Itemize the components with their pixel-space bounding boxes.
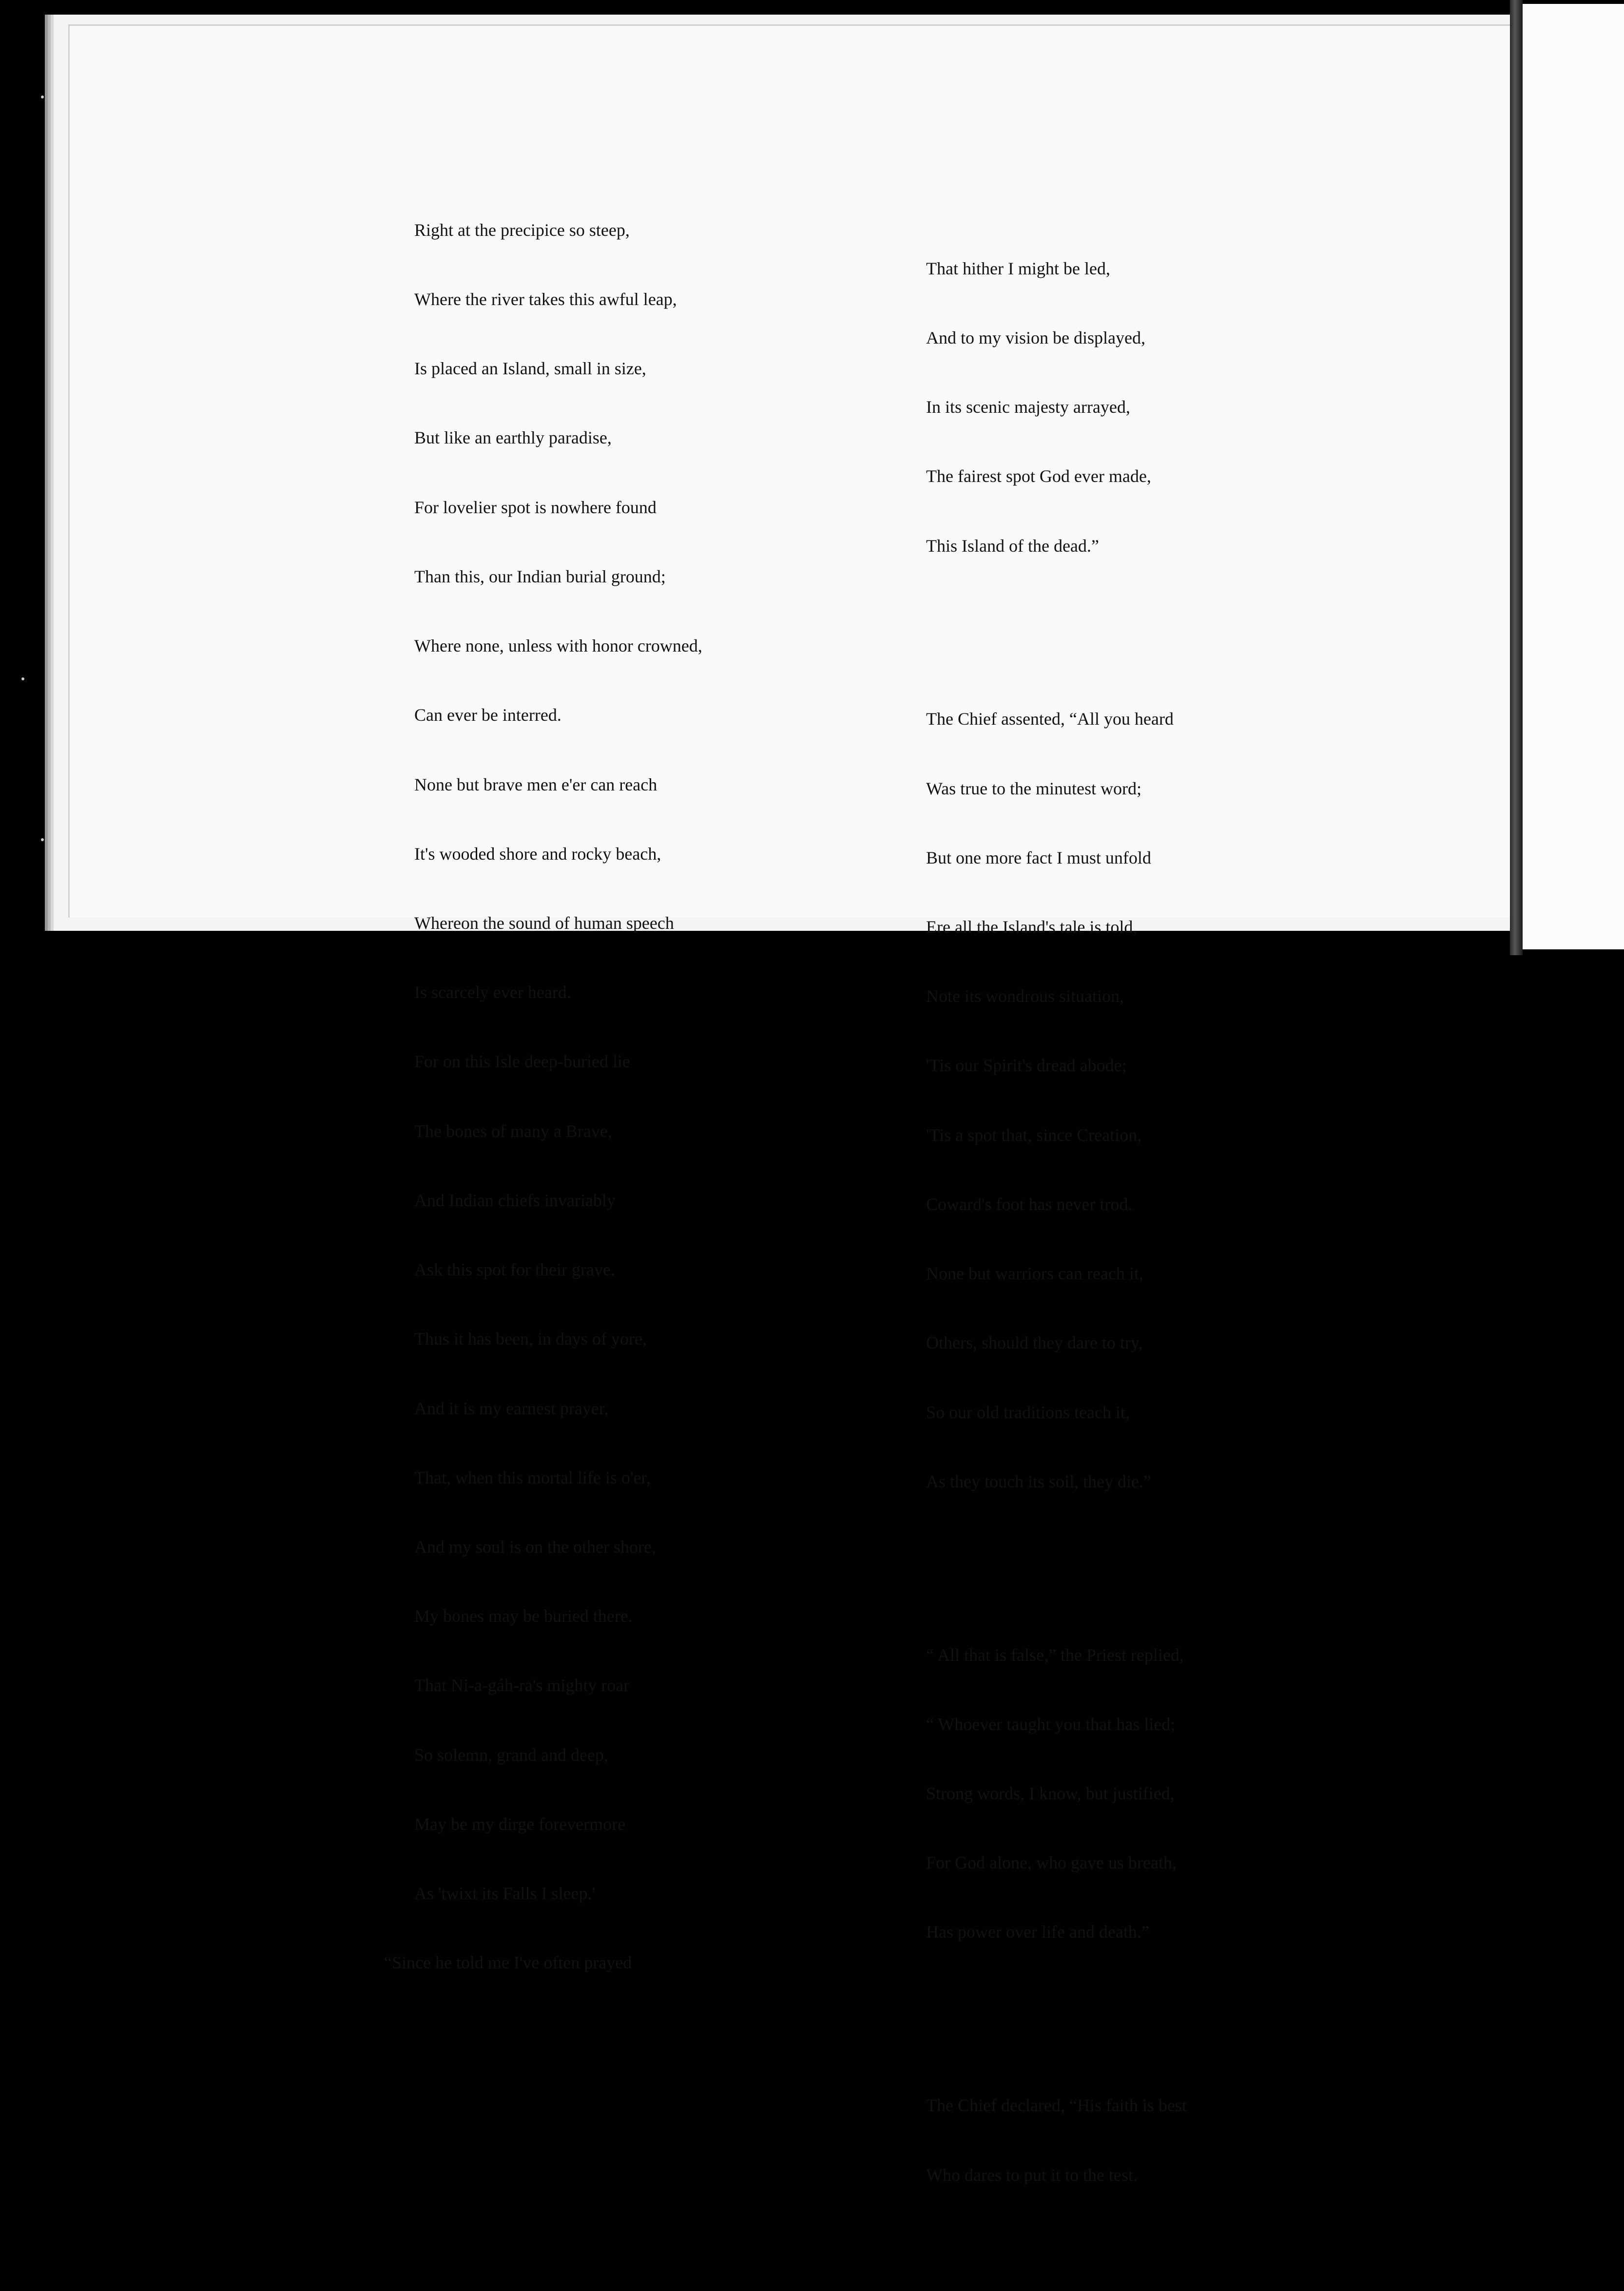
poem-line: The Chief declared, “His faith is best	[926, 2096, 1187, 2116]
poem-line: “ All that is false,” the Priest replied,	[926, 1645, 1184, 1665]
poem-line: Coward's foot has never trod.	[926, 1194, 1133, 1214]
poem-line: None but brave men e'er can reach	[414, 774, 657, 794]
poem-line: Note its wondrous situation,	[926, 986, 1124, 1006]
poem-left-column	[384, 173, 702, 2021]
book-gutter	[1510, 0, 1523, 955]
poem-line: Where the river takes this awful leap,	[414, 289, 677, 309]
poem-line: Whereon the sound of human speech	[414, 913, 674, 933]
poem-line: “ Whoever taught you that has lied;	[926, 1714, 1176, 1734]
poem-line: And Indian chiefs invariably	[414, 1190, 616, 1210]
scan-dust-speck	[21, 677, 24, 680]
poem-line: Has power over life and death.”	[926, 1922, 1149, 1942]
poem-line: Right at the precipice so steep,	[414, 220, 630, 240]
scan-dust-speck	[41, 838, 44, 841]
poem-line: 'Tis a spot that, since Creation,	[926, 1125, 1142, 1145]
poem-line: Than this, our Indian burial ground;	[414, 566, 666, 586]
book-page	[68, 24, 1510, 918]
poem-line: None but warriors can reach it,	[926, 1264, 1143, 1284]
poem-line: The bones of many a Brave,	[414, 1121, 612, 1141]
poem-line: That hither I might be led,	[926, 258, 1110, 278]
poem-line: Others, should they dare to try,	[926, 1333, 1143, 1353]
poem-line: Who dares to put it to the test.	[926, 2165, 1138, 2185]
stanza	[926, 1598, 1187, 1990]
poem-line: 'Tis our Spirit's dread abode;	[926, 1056, 1127, 1076]
poem-line: And to my vision be displayed,	[926, 327, 1145, 347]
facing-page-edge	[1523, 4, 1624, 949]
poem-line: The fairest spot God ever made,	[926, 466, 1151, 486]
poem-line: For on this Isle deep-buried lie	[414, 1052, 630, 1072]
poem-line: “Since he told me I've often prayed	[384, 1953, 632, 1973]
poem-line: Is scarcely ever heard.	[414, 982, 571, 1002]
poem-line: It's wooded shore and rocky beach,	[414, 844, 661, 864]
poem-line: But like an earthly paradise,	[414, 428, 612, 448]
poem-line: And it is my earnest prayer,	[414, 1398, 609, 1418]
poem-line: The Chief assented, “All you heard	[926, 709, 1174, 729]
poem-line: That Ni-a-gáh-ra's mighty roar	[414, 1675, 630, 1695]
poem-right-column	[926, 165, 1187, 2291]
poem-line: Is placed an Island, small in size,	[414, 359, 646, 379]
poem-line: So solemn, grand and deep,	[414, 1745, 608, 1765]
poem-line: For lovelier spot is nowhere found	[414, 497, 657, 517]
poem-line: Can ever be interred.	[414, 705, 561, 725]
stanza	[926, 662, 1187, 1540]
poem-line: My bones may be buried there.	[414, 1606, 633, 1626]
poem-line: Ask this spot for their grave.	[414, 1260, 615, 1280]
scan-dust-speck	[41, 96, 44, 98]
poem-line: Thus it has been, in days of yore,	[414, 1329, 647, 1349]
poem-line: That, when this mortal life is o'er,	[414, 1467, 651, 1487]
poem-line: But one more fact I must unfold	[926, 847, 1151, 867]
poem-line: As 'twixt its Falls I sleep.'	[414, 1884, 595, 1904]
poem-line: And my soul is on the other shore,	[414, 1537, 656, 1557]
poem-line: As they touch its soil, they die.”	[926, 1471, 1151, 1491]
poem-line: In its scenic majesty arrayed,	[926, 397, 1130, 417]
poem-line: Where none, unless with honor crowned,	[414, 636, 702, 656]
stanza	[926, 211, 1187, 604]
stanza	[926, 2048, 1187, 2233]
poem-line: Was true to the minutest word;	[926, 778, 1142, 798]
poem-line: Ere all the Island's tale is told,	[926, 917, 1138, 937]
poem-line: So our old traditions teach it,	[926, 1402, 1130, 1422]
poem-line: May be my dirge forevermore	[414, 1814, 626, 1834]
poem-line: Strong words, I know, but justified,	[926, 1784, 1175, 1804]
poem-line: For God alone, who gave us breath,	[926, 1853, 1177, 1873]
poem-line: This Island of the dead.”	[926, 536, 1099, 556]
